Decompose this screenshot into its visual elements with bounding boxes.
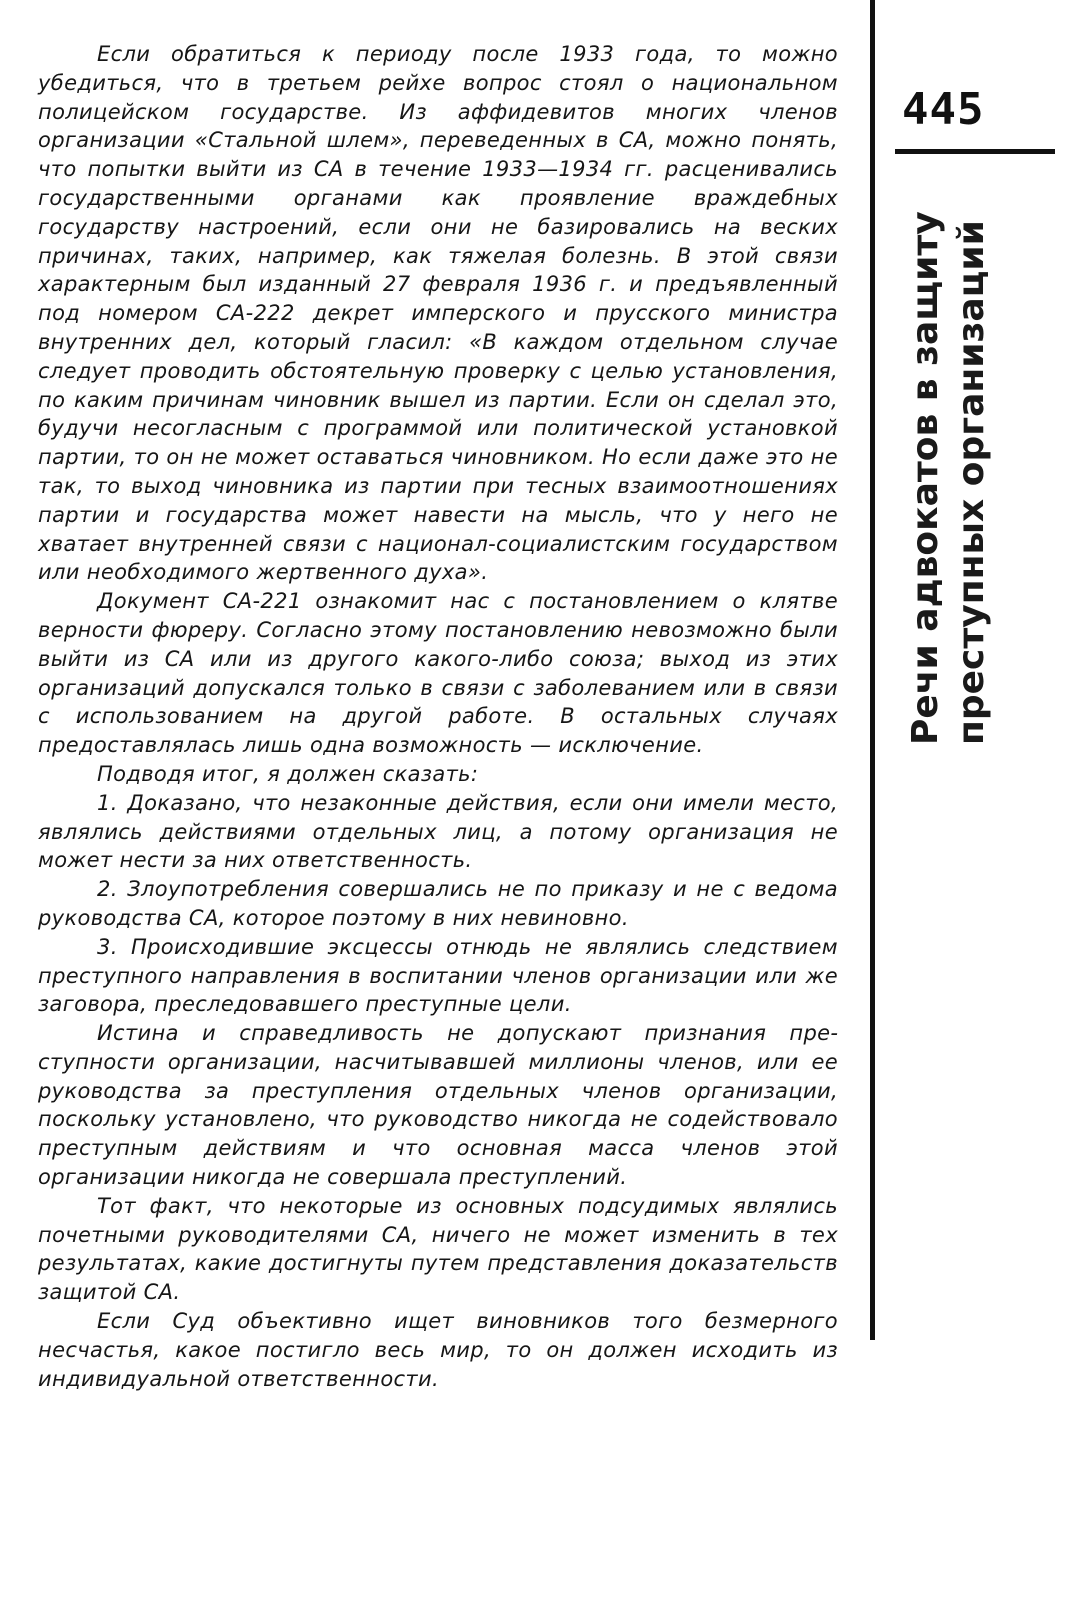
- running-title: [903, 0, 995, 745]
- paragraph: Подводя итог, я должен сказать:: [97, 761, 479, 786]
- body-text: [38, 40, 838, 1393]
- running-title-line-1: Речи адвокатов в защиту: [905, 211, 946, 745]
- paragraph: Истина и справедливость не допускают признания преступности организации, насчитывавшей миллионы членов, или ее руководства за преступления отдельных членов организации, поскольку установлено, что руководство никогда не содействовало преступным действиям и что основная масса членов этой организации никогда не совершала преступлений.: [38, 1021, 838, 1190]
- page-number: 445: [902, 84, 985, 135]
- list-item: 1. Доказано, что незаконные действия, если они имели место, являлись действиями отдельных лиц, а потому организация не может нести за них ответственность.: [38, 790, 838, 873]
- list-item: 3. Происходившие эксцессы отнюдь не являлись следствием преступного направления в воспитании членов организации или же заговора, преследовавшего преступные цели.: [38, 934, 838, 1017]
- paragraph: Если обратиться к периоду после 1933 года, то можно убедиться, что в третьем рейхе вопрос стоял о национальном полицейском государстве. Из аффидевитов многих членов организации «Стальной шлем», переведенных в СА, можно понять, что попытки выйти из СА в течение 1933—1934 гг. расценивались государственными органами как проявление враждебных государству настроений, если они не базировались на веских причинах, таких, например, как тяжелая болезнь. В этой связи характерным был изданный 27 февраля 1936 г. и предъявленный под номером СА-222 декрет имперского и прусского министра внутренних дел, который гласил: «В каждом отдельном случае следует проводить обстоятельную проверку с целью установления, по каким причинам чиновник вышел из партии. Если он сделал это, будучи несогласным с программой или политической установкой партии, то он не может оставаться чиновником. Но если даже это не так, то выход чиновника из партии при тесных взаимоотношениях партии и государства может навести на мысль, что у него не хватает внутренней связи с национал-социалистским государством или необходимого жертвенного духа».: [38, 42, 839, 585]
- paragraph: Если Суд объективно ищет виновников того безмерного несчастья, какое постигло весь мир, то он должен исходить из индивидуальной ответственности.: [38, 1309, 838, 1391]
- paragraph: Документ СА-221 ознакомит нас с постановлением о клятве верности фюреру. Согласно этому постановлению невозможно были выйти из СА или из другого какого-либо союза; выход из этих организаций допускался только в связи с заболеванием или в связи с использованием на другой работе. В остальных случаях предоставлялась лишь одна возможность — исключение.: [38, 589, 838, 758]
- list-item: 2. Злоупотребления совершались не по приказу и не с ведома руководства СА, которое поэтому в них невиновно.: [38, 877, 838, 930]
- running-title-line-2: преступных организаций: [951, 220, 992, 745]
- paragraph: Тот факт, что некоторые из основных подсудимых являлись почетными руководителями СА, ничего не может изменить в тех результатах, какие достигнуты путем представления доказательств защитой СА.: [38, 1193, 838, 1305]
- margin-divider: [870, 0, 875, 1340]
